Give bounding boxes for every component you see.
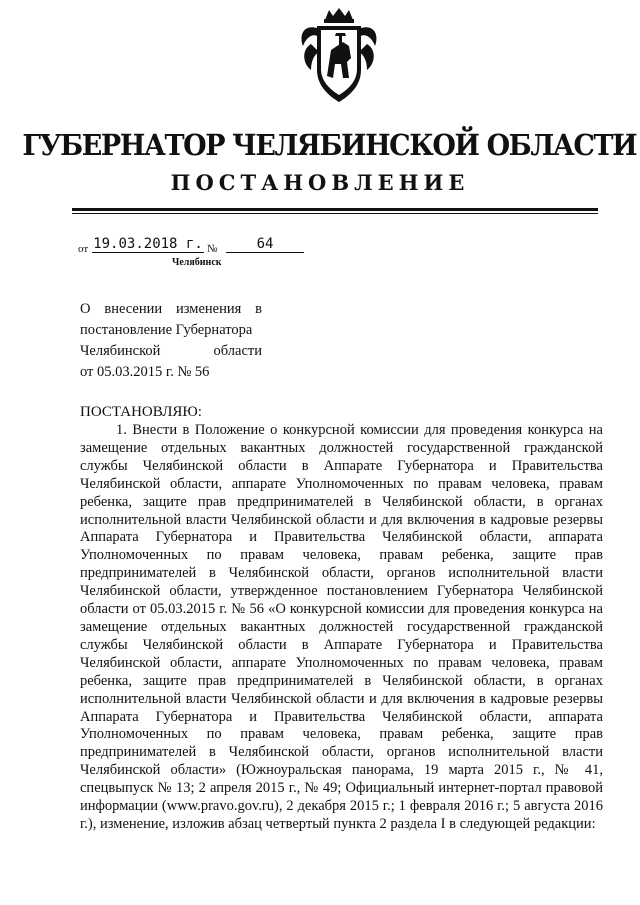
subject-line: Челябинской области bbox=[80, 343, 262, 359]
from-label: от bbox=[78, 243, 89, 255]
document-type: ПОСТАНОВЛЕНИЕ bbox=[170, 170, 470, 195]
document-date: 19.03.2018 г. bbox=[93, 236, 203, 252]
header-rule-thin bbox=[72, 213, 598, 214]
body-paragraph: 1. Внести в Положение о конкурсной комиссии для проведения конкурса на замещение отдельных вакантных должностей государственной гражданской службы Челябинской области в Аппарате Губернатора и Правительства Челябинской области, аппарате Уполномоченных по правам человека, правам ребенка, защите прав предпринимателей в Челябинской области, в органах исполнительной власти Челябинской области и для включения в кадровые резервы Аппарата Губернатора и Правительства Челябинской области, аппарата Уполномоченных по правам человека, правам ребенка, защите прав предпринимателей в Челябинской области, органов исполнительной власти Челябинской области, утвержденное постановлением Губернатора Челябинской области от 05.03.2015 г. № 56 «О конкурсной комиссии для проведения конкурса на замещение отдельных вакантных должностей государственной гражданской службы Челябинской области в Аппарате Губернатора и Правительства Челябинской области, аппарате Уполномоченных по правам человека, правам ребенка, защите прав предпринимателей в Челябинской области, в органах исполнительной власти Челябинской области и для включения в кадровые резервы Аппарата Губернатора и Правительства Челябинской области, аппарата Уполномоченных по правам человека, правам ребенка, защите прав предпринимателей в Челябинской области, органов исполнительной власти Челябинской области» (Южноуральская панорама, 19 марта 2015 г., № 41, спецвыпуск № 13; 2 апреля 2015 г., № 49; Официальный интернет-портал правовой информации (www.pravo.gov.ru), 2 декабря 2015 г.; 1 февраля 2016 г.; 5 августа 2016 г.), изменение, изложив абзац четвертый пункта 2 раздела I в следующей редакции: bbox=[80, 422, 603, 832]
document-body bbox=[80, 422, 603, 834]
document-subject bbox=[80, 299, 262, 383]
issuer-title: ГУБЕРНАТОР ЧЕЛЯБИНСКОЙ ОБЛАСТИ bbox=[22, 128, 637, 162]
subject-line: О внесении изменения в bbox=[80, 301, 262, 317]
date-number-row bbox=[78, 236, 274, 255]
subject-line: постановление Губернатора bbox=[80, 322, 253, 338]
header-rule-thick bbox=[72, 208, 598, 211]
coat-of-arms-emblem bbox=[297, 6, 381, 104]
subject-line: от 05.03.2015 г. № 56 bbox=[80, 364, 210, 380]
city-label: Челябинск bbox=[172, 257, 222, 268]
document-number: 64 bbox=[226, 236, 304, 253]
number-label: № bbox=[207, 243, 218, 255]
resolve-heading: ПОСТАНОВЛЯЮ: bbox=[80, 404, 202, 420]
